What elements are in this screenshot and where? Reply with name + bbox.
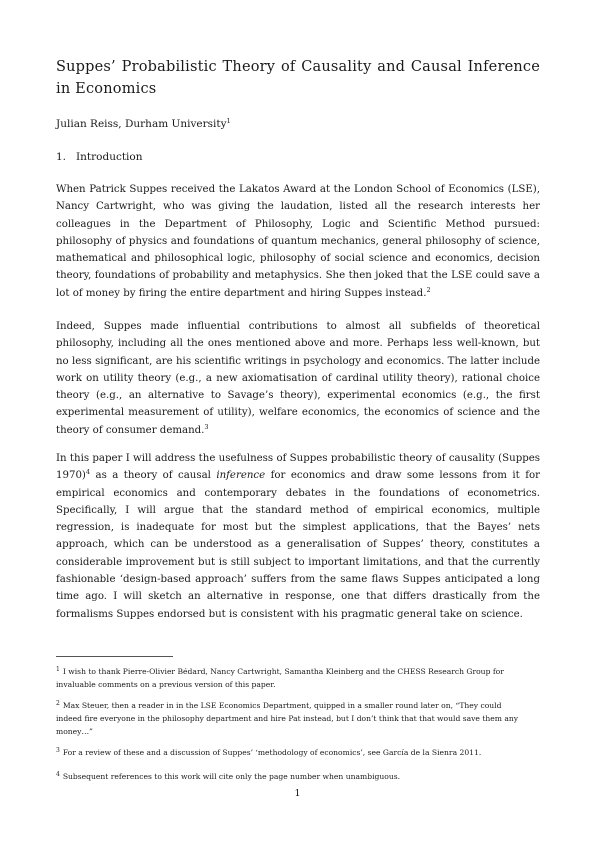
footnote-1-mark: 1 [56, 666, 60, 673]
footnote-ref-4: 4 [85, 468, 91, 477]
footnote-3-text: For a review of these and a discussion of Suppes’ ‘methodology of economics’, see García de la Sienra 2011. [62, 748, 482, 757]
paragraph-3-text-start: In this paper I will address the usefulness of Suppes probabilistic theory of causality (Suppes 1970) [56, 453, 540, 482]
footnote-1 [56, 665, 526, 691]
footnote-4 [56, 770, 526, 783]
footnote-ref-3: 3 [204, 422, 209, 431]
author-line [56, 117, 231, 131]
paragraph-3-text-end: for economics and draw some lessons from it for empirical economics and contemporary debates in the foundations of econometrics. Specifically, I will argue that the standard method of empirical economics, multiple regression, is inadequate for most but the simplest applications, that the Bayes’ nets approach, which can be understood as a generalisation of Suppes’ theory, constitutes a considerable improvement but is still subject to important limitations, and that the currently fashionable ‘design-based approach’ suffers from the same flaws Suppes anticipated a long time ago. I will sketch an alternative in response, one that differs drastically from the formalisms Suppes endorsed but is consistent with his pragmatic general take on science. [56, 470, 540, 620]
paragraph-3-text-middle: as a theory of causal [90, 470, 217, 482]
paragraph-2 [56, 318, 540, 439]
paragraph-1-text: When Patrick Suppes received the Lakatos Award at the London School of Economics (LSE), Nancy Cartwright, who was giving the laudation, listed all the research interests her colleagues in the Department of Philosophy, Logic and Scientific Method pursued: philosophy of physics and foundations of quantum mechanics, general philosophy of science, mathematical and philosophical logic, philosophy of social science and economics, decision theory, foundations of probability and metaphysics. She then joked that the LSE could save a lot of money by firing the entire department and hiring Suppes instead. [56, 184, 540, 299]
paper-title: Suppes’ Probabilistic Theory of Causality and Causal Inference in Economics [56, 59, 540, 97]
emphasized-word: inference [216, 470, 266, 482]
footnote-2-text: Max Steuer, then a reader in in the LSE Economics Department, quipped in a smaller round later on, “They could indeed fire everyone in the philosophy department and hire Pat instead, but I don’t think that that would save them any money…” [56, 701, 519, 736]
section-heading [56, 150, 143, 164]
footnote-ref-1: 1 [226, 117, 231, 125]
paragraph-2-text: Indeed, Suppes made influential contributions to almost all subfields of theoretical philosophy, including all the ones mentioned above and more. Perhaps less well-known, but no less significant, are his scientific writings in psychology and economics. The latter include work on utility theory (e.g., a new axiomatisation of cardinal utility theory), rational choice theory (e.g., an alternative to Savage’s theory), experimental economics (e.g., the first experimental measurement of utility), welfare economics, the economics of science and the theory of consumer demand. [56, 321, 540, 436]
page-number: 1 [294, 788, 301, 799]
footnote-ref-2: 2 [426, 285, 431, 294]
footnote-2 [56, 699, 526, 738]
paragraph-1 [56, 181, 540, 302]
footnote-4-mark: 4 [56, 771, 60, 778]
author-name: Julian Reiss, Durham University [56, 118, 227, 130]
section-title: Introduction [76, 151, 143, 163]
footnote-1-text: I wish to thank Pierre-Olivier Bédard, Nancy Cartwright, Samantha Kleinberg and the CHESS Research Group for invaluable comments on a previous version of this paper. [56, 667, 504, 689]
footnote-3-mark: 3 [56, 747, 60, 754]
footnote-4-text: Subsequent references to this work will cite only the page number when unambiguous. [62, 772, 401, 781]
footnote-2-mark: 2 [56, 700, 60, 707]
footnote-3 [56, 746, 526, 759]
paragraph-3 [56, 450, 540, 623]
section-number: 1. [56, 151, 67, 163]
footnote-divider [56, 656, 173, 657]
